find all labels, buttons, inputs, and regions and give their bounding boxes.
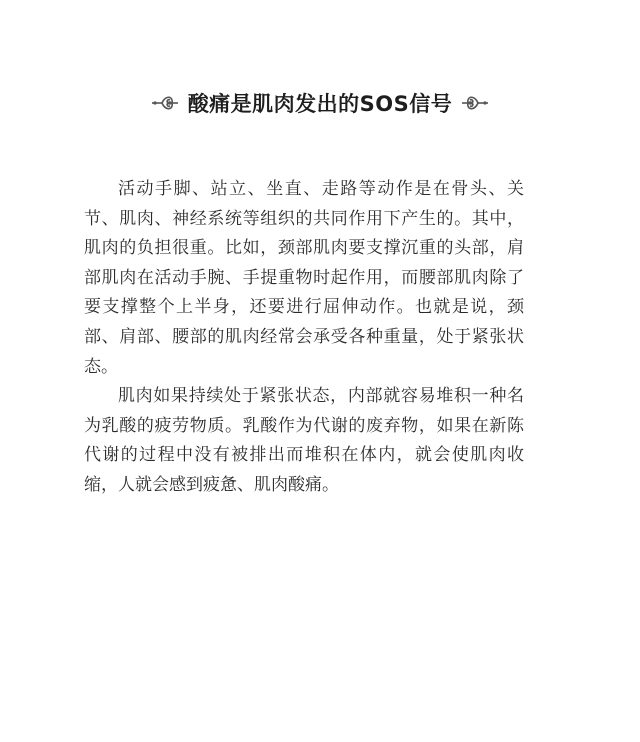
heading-row (0, 88, 640, 118)
paragraph-2: 肌肉如果持续处于紧张状态，内部就容易堆积一种名为乳酸的疲劳物质。乳酸作为代谢的废弃物，如果在新陈代谢的过程中没有被排出而堆积在体内，就会使肌肉收缩，人就会感到疲惫、肌肉酸痛。 (84, 386, 524, 495)
page-title: 酸痛是肌肉发出的SOS信号 (187, 92, 453, 116)
paragraph-1: 活动手脚、站立、坐直、走路等动作是在骨头、关节、肌肉、神经系统等组织的共同作用下产生的。其中，肌肉的负担很重。比如，颈部肌肉要支撑沉重的头部，肩部肌肉在活动手腕、手提重物时起作用，而腰部肌肉除了要支撑整个上半身，还要进行屈伸动作。也就是说，颈部、肩部、腰部的肌肉经常会承受各种重量，处于紧张状态。 (84, 179, 524, 377)
ornament-right-icon (460, 92, 490, 114)
ornament-left-icon (150, 92, 180, 114)
article-body (84, 175, 524, 501)
